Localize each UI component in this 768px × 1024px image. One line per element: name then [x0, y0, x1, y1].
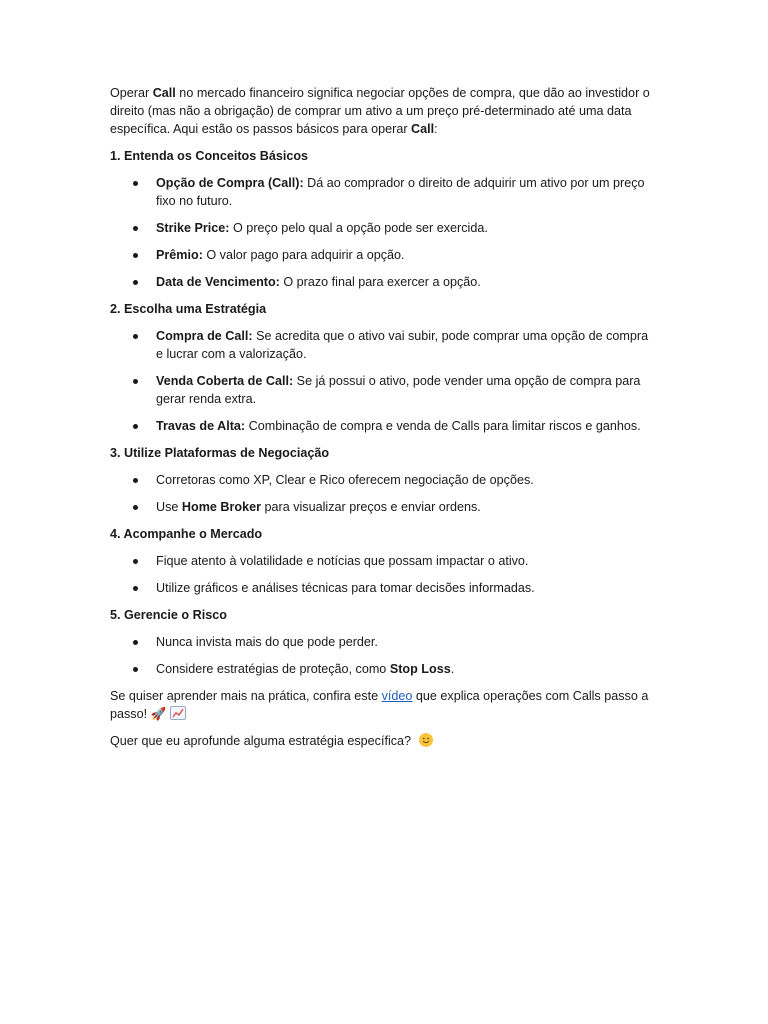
bullet-icon [133, 640, 138, 645]
bullet-list [110, 552, 658, 597]
intro-bold-call: Call [411, 122, 435, 136]
list-item [110, 552, 658, 570]
list-item [110, 633, 658, 651]
item-text: Combinação de compra e venda de Calls para limitar riscos e ganhos. [245, 419, 641, 433]
bullet-icon [133, 505, 138, 510]
list-item [110, 246, 658, 264]
bullet-icon [133, 379, 138, 384]
list-item [110, 174, 658, 210]
bullet-icon [133, 280, 138, 285]
item-text: Use [156, 500, 182, 514]
section-heading: 1. Entenda os Conceitos Básicos [110, 149, 309, 163]
list-item [110, 327, 658, 363]
item-text: para visualizar preços e enviar ordens. [261, 500, 481, 514]
item-term: Data de Vencimento: [156, 275, 280, 289]
bullet-list [110, 174, 658, 291]
chart-increasing-icon [170, 706, 186, 720]
bullet-icon [133, 478, 138, 483]
bullet-icon [133, 667, 138, 672]
item-term: Home Broker [181, 500, 261, 514]
video-link[interactable]: vídeo [381, 689, 413, 703]
item-text: Se já possui o ativo, pode vender uma opção de compra para gerar renda extra. [156, 374, 641, 406]
item-term: Compra de Call: [156, 329, 253, 343]
smiling-face-icon [419, 733, 433, 747]
item-text: O valor pago para adquirir a opção. [202, 248, 405, 262]
bullet-icon [133, 424, 138, 429]
closing-text: Se quiser aprender mais na prática, confira este [110, 689, 382, 703]
list-item [110, 417, 658, 435]
list-item [110, 660, 658, 678]
item-text: O preço pelo qual a opção pode ser exercida. [229, 221, 488, 235]
item-term: Travas de Alta: [156, 419, 246, 433]
item-term: Stop Loss [389, 662, 451, 676]
bullet-list [110, 471, 658, 516]
item-text: Nunca invista mais do que pode perder. [156, 635, 378, 649]
list-item [110, 579, 658, 597]
item-term: Venda Coberta de Call: [156, 374, 294, 388]
intro-paragraph [110, 84, 658, 138]
question-text: Quer que eu aprofunde alguma estratégia específica? [110, 734, 412, 748]
item-text: . [450, 662, 455, 676]
bullet-icon [133, 559, 138, 564]
list-item [110, 372, 658, 408]
bullet-list [110, 633, 658, 678]
intro-bold-call: Call [152, 86, 176, 100]
bullet-icon [133, 334, 138, 339]
section-heading: 3. Utilize Plataformas de Negociação [110, 446, 330, 460]
section-heading: 2. Escolha uma Estratégia [110, 302, 267, 316]
list-item [110, 219, 658, 237]
bullet-list [110, 327, 658, 435]
item-term: Opção de Compra (Call): [156, 176, 304, 190]
rocket-icon: 🚀 [150, 707, 167, 721]
item-text: Utilize gráficos e análises técnicas para tomar decisões informadas. [156, 581, 535, 595]
closing-text: que explica operações com Calls passo a passo! [110, 689, 649, 721]
item-text: Corretoras como XP, Clear e Rico oferecem negociação de opções. [156, 473, 534, 487]
closing-paragraph [110, 687, 658, 723]
bullet-icon [133, 226, 138, 231]
intro-text: Operar [110, 86, 153, 100]
bullet-icon [133, 253, 138, 258]
bullet-icon [133, 586, 138, 591]
section-heading: 4. Acompanhe o Mercado [110, 527, 263, 541]
item-term: Prêmio: [156, 248, 203, 262]
list-item [110, 273, 658, 291]
list-item [110, 498, 658, 516]
item-text: Dá ao comprador o direito de adquirir um ativo por um preço fixo no futuro. [156, 176, 645, 208]
item-text: Se acredita que o ativo vai subir, pode comprar uma opção de compra e lucrar com a valorização. [156, 329, 649, 361]
item-text: Fique atento à volatilidade e notícias que possam impactar o ativo. [156, 554, 529, 568]
item-text: O prazo final para exercer a opção. [279, 275, 481, 289]
section-heading: 5. Gerencie o Risco [110, 608, 227, 622]
list-item [110, 471, 658, 489]
intro-text: no mercado financeiro significa negociar opções de compra, que dão ao investidor o direito (mas não a obrigação) de comprar um ativo a um preço pré-determinado até uma data específica. Aqui estão os passos básicos para operar [110, 86, 650, 136]
intro-text: : [434, 122, 438, 136]
question-paragraph [110, 732, 658, 750]
item-term: Strike Price: [156, 221, 230, 235]
bullet-icon [133, 181, 138, 186]
item-text: Considere estratégias de proteção, como [156, 662, 390, 676]
sections-container [110, 147, 658, 678]
